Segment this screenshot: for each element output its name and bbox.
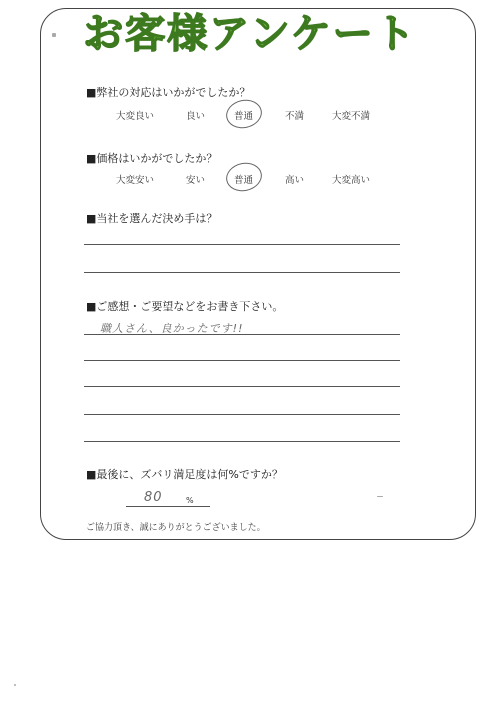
option-price-cheap[interactable]: 安い <box>186 175 206 186</box>
thanks-message: ご協力頂き、誠にありがとうございました。 <box>86 523 266 533</box>
scan-speck <box>377 496 383 497</box>
option-service-very-good[interactable]: 大変良い <box>116 111 155 122</box>
answer-line-comments-3[interactable] <box>84 386 400 387</box>
question-decision: ■当社を選んだ決め手は？ <box>86 212 218 225</box>
option-price-very-expensive[interactable]: 大変高い <box>332 175 371 186</box>
answer-line-comments-4[interactable] <box>84 414 400 415</box>
percent-unit: % <box>186 496 194 505</box>
option-service-normal[interactable]: 普通 <box>234 111 254 122</box>
option-service-very-dissatisfied[interactable]: 大変不満 <box>332 111 371 122</box>
option-price-normal[interactable]: 普通 <box>234 175 254 186</box>
answer-line-satisfaction[interactable] <box>126 506 210 507</box>
question-satisfaction: ■最後に、ズバリ満足度は何%ですか？ <box>86 468 283 481</box>
question-comments: ■ご感想・ご要望などをお書き下さい。 <box>86 300 284 313</box>
option-price-very-cheap[interactable]: 大変安い <box>116 175 155 186</box>
answer-line-comments-5[interactable] <box>84 441 400 442</box>
answer-line-comments-2[interactable] <box>84 360 400 361</box>
scan-speck <box>52 33 56 37</box>
answer-line-decision-1[interactable] <box>84 244 400 245</box>
answer-line-comments-1[interactable] <box>84 334 400 335</box>
option-service-dissatisfied[interactable]: 不満 <box>285 111 305 122</box>
answer-line-decision-2[interactable] <box>84 272 400 273</box>
survey-title: お客様アンケート <box>83 11 417 57</box>
scan-speck <box>14 684 16 686</box>
handwritten-satisfaction: 80 <box>144 490 163 505</box>
option-service-good[interactable]: 良い <box>186 111 206 122</box>
handwritten-comment: 職人さん、良かったです!! <box>100 322 244 335</box>
question-price: ■価格はいかがでしたか？ <box>86 152 218 165</box>
option-price-expensive[interactable]: 高い <box>285 175 305 186</box>
question-service: ■弊社の対応はいかがでしたか？ <box>86 86 251 99</box>
